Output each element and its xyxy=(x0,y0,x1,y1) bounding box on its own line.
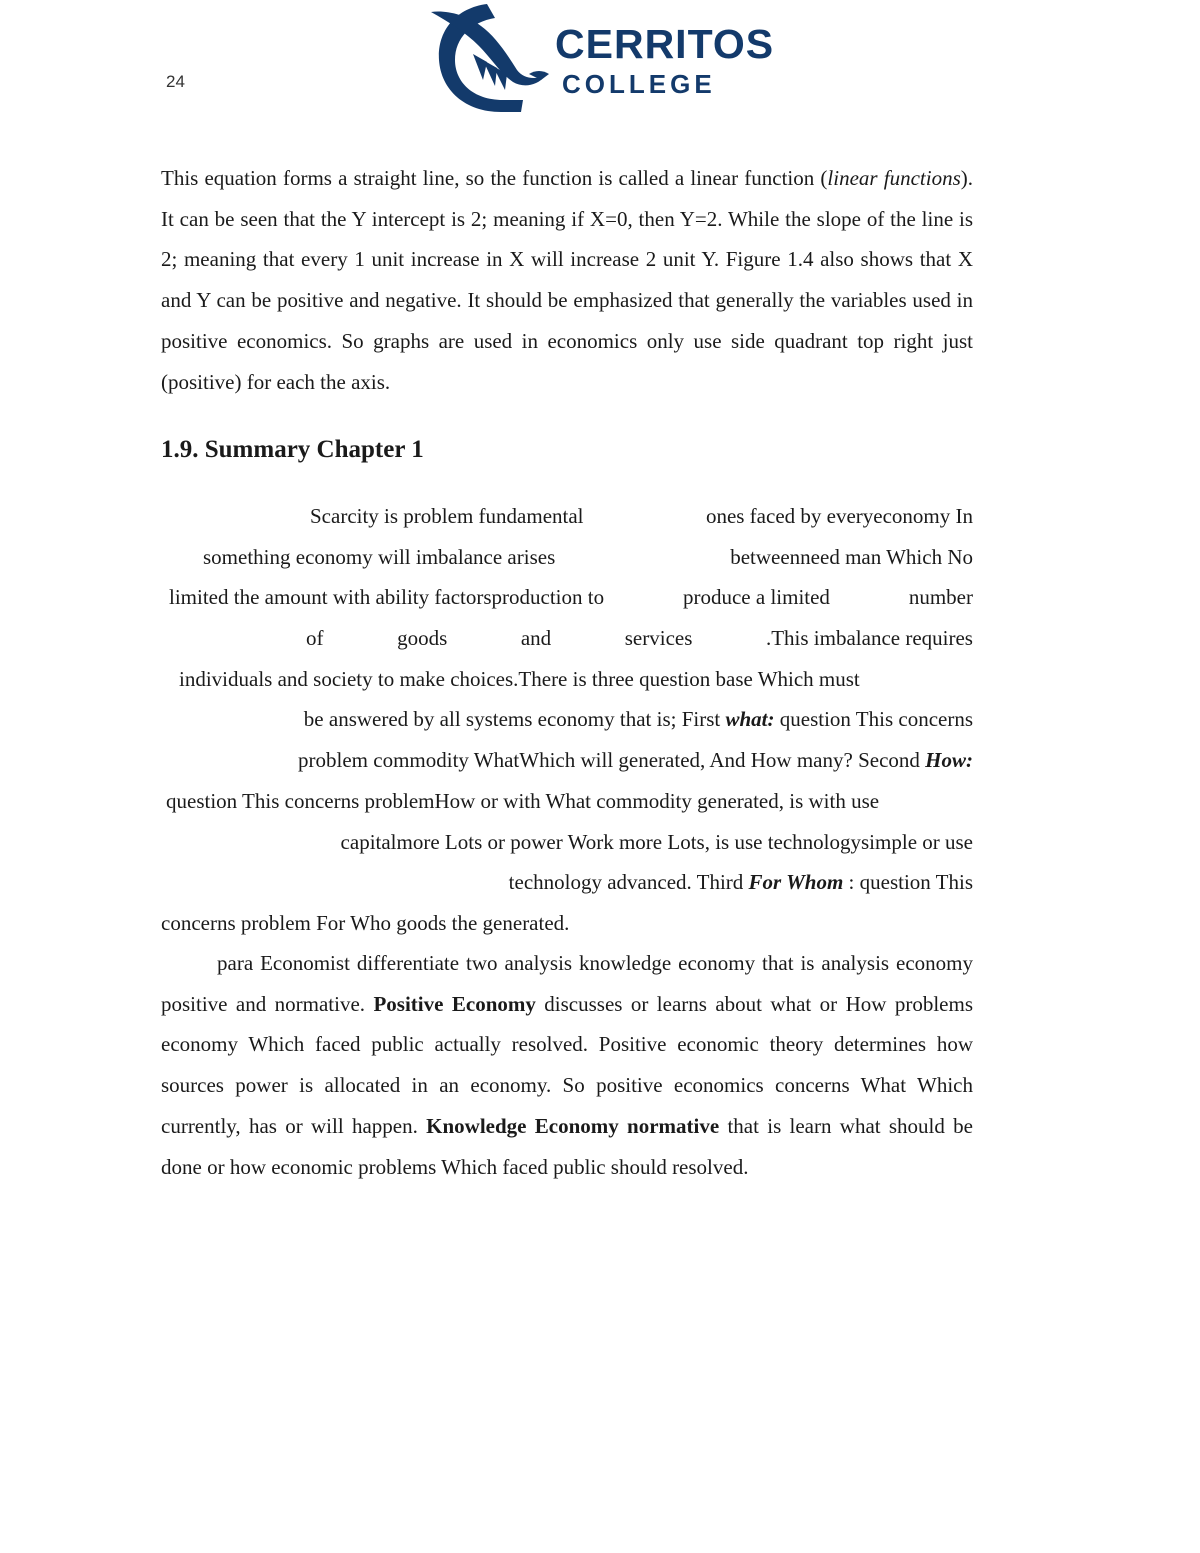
logo-text-college: COLLEGE xyxy=(562,69,716,99)
text-run: and xyxy=(520,626,552,651)
summary-line xyxy=(161,903,973,944)
text-run: individuals and society to make choices.There is three question base Which must xyxy=(179,666,860,691)
text-run: limited the amount with ability factorsproduction to xyxy=(169,585,605,610)
text-run: ). It can be seen that the Y intercept is 2; meaning if X=0, then Y=2. While the slope of the line is 2; meaning that every 1 unit increase in X will increase 2 unit Y. Figure 1.4 also shows that X and Y can be positive and negative. It should be emphasized that generally the variables used in positive economics. So graphs are used in economics only use side quadrant top right just (positive) for each the axis. xyxy=(161,166,973,394)
summary-line xyxy=(161,781,973,822)
summary-line xyxy=(161,862,973,903)
text-run: This equation forms a straight line, so the function is called a linear function ( xyxy=(161,166,828,190)
text-run: technology advanced. Third xyxy=(508,870,749,895)
text-run: .This imbalance requires xyxy=(765,626,973,651)
bold-term: Positive Economy xyxy=(373,991,536,1016)
logo-text-cerritos: CERRITOS xyxy=(555,21,775,67)
text-run: that is learn what should be done or how economic problems Which faced public should resolved. xyxy=(161,1113,973,1179)
text-run: ones faced by everyeconomy In xyxy=(705,504,973,528)
college-logo xyxy=(425,0,785,118)
text-run: be answered by all systems economy that is; First xyxy=(303,707,726,732)
text-run: number xyxy=(908,585,973,610)
text-run: betweenneed man Which No xyxy=(730,544,973,569)
summary-line xyxy=(161,618,973,659)
summary-line xyxy=(161,496,973,537)
text-run: concerns problem For Who goods the generated. xyxy=(161,910,570,935)
summary-block xyxy=(161,496,973,944)
summary-line xyxy=(161,577,973,618)
summary-line xyxy=(161,740,973,781)
paragraph-positive-normative xyxy=(161,943,973,1187)
text-run: of xyxy=(306,626,324,651)
text-run: produce a limited xyxy=(682,585,830,610)
emphasis-for-whom: For Whom xyxy=(748,870,844,895)
summary-line xyxy=(161,659,973,700)
bold-term: Knowledge Economy normative xyxy=(426,1113,720,1138)
section-heading: 1.9. Summary Chapter 1 xyxy=(161,436,424,463)
text-run: para Economist differentiate two analysis knowledge economy that is analysis economy positive and normative. xyxy=(161,951,973,1016)
summary-line xyxy=(161,699,973,740)
summary-line xyxy=(161,537,973,578)
emphasis-what: what: xyxy=(725,707,775,732)
text-run: question This concerns problemHow or with What commodity generated, is with use xyxy=(166,788,880,813)
text-run: goods xyxy=(397,626,448,651)
text-run: discusses or learns about what or How problems economy Which faced public actually resolved. Positive economic theory determines how sources power is allocated in an economy. So positive economics concerns What Which currently, has or will happen. xyxy=(161,991,973,1138)
paragraph-linear-function xyxy=(161,158,973,402)
page-number: 24 xyxy=(166,72,185,91)
summary-line xyxy=(161,822,973,863)
italic-term: linear functions xyxy=(827,166,961,190)
text-run: capitalmore Lots or power Work more Lots, is use technologysimple or use xyxy=(340,829,973,854)
text-run: something economy will imbalance arises xyxy=(203,544,556,569)
text-run: Scarcity is problem fundamental xyxy=(310,504,584,528)
text-run: : question This xyxy=(843,870,973,895)
emphasis-how: How: xyxy=(925,748,973,773)
text-run: problem commodity WhatWhich will generated, And How many? Second xyxy=(298,748,926,773)
eagle-emblem-icon xyxy=(425,0,555,118)
text-run: services xyxy=(624,626,693,651)
text-run: question This concerns xyxy=(774,707,973,732)
